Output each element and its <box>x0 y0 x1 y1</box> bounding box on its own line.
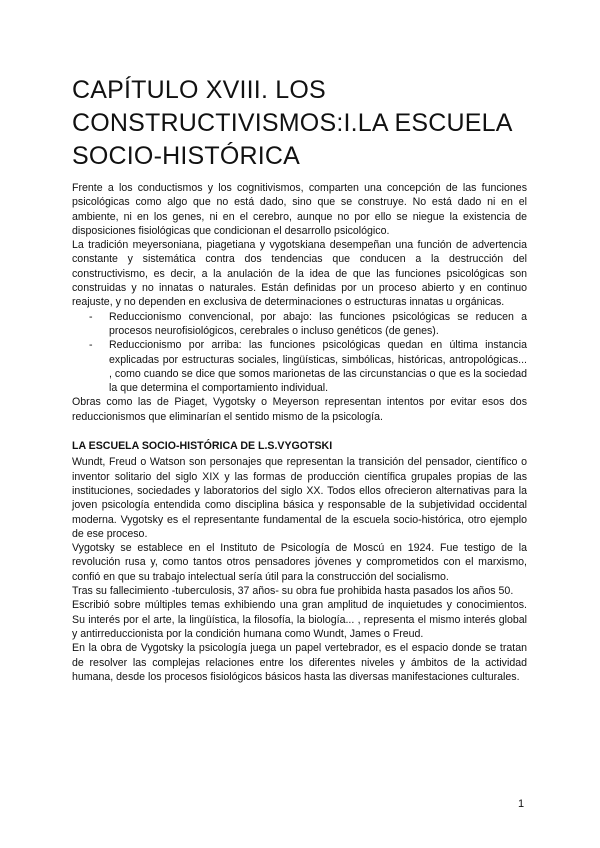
paragraph: Tras su fallecimiento -tuberculosis, 37 años- su obra fue prohibida hasta pasados los años 50. <box>72 585 514 598</box>
list-item: - Reduccionismo por arriba: las funciones psicológicas quedan en última instancia explicadas por estructuras sociales, lingüísticas, simbólicas, históricas, antropológicas... , como cuando se dice que somos marionetas de las circunstancias o que es la sociedad la que determina el comportamiento individual. <box>72 338 527 395</box>
paragraph: Escribió sobre múltiples temas exhibiendo una gran amplitud de inquietudes y conocimientos. Su interés por el arte, la lingüística, la filosofía, la biología... , representa el mismo interés global y antirreduccionista por la condición humana como Wundt, James o Freud. <box>72 599 527 640</box>
paragraph: En la obra de Vygotsky la psicología juega un papel vertebrador, es el espacio donde se tratan de resolver las complejas relaciones entre los diferentes niveles y ámbitos de la actividad humana, desde los procesos fisiológicos básicos hasta las diversas manifestaciones culturales. <box>72 642 527 683</box>
paragraph: Wundt, Freud o Watson son personajes que representan la transición del pensador, científico o inventor solitario del siglo XIX y las formas de producción científica grupales propias de las instituciones, sociedades y laboratorios del siglo XX. Todos ellos ofrecieron alternativas para la joven psicología entendida como disciplina básica y responsable de la subjetividad occidental moderna. Vygotsky es el representante fundamental de la escuela socio-histórica, otro ejemplo de ese proceso. <box>72 456 527 540</box>
section-heading: LA ESCUELA SOCIO-HISTÓRICA DE L.S.VYGOTSKI <box>72 440 333 453</box>
document-body <box>72 181 527 684</box>
paragraph: Frente a los conductismos y los cognitivismos, comparten una concepción de las funciones psicológicas como algo que no está dado, sino que se construye. No está dado ni en el ambiente, ni en los genes, ni en el cerebro, aunque no por ello se niegue la existencia de disposiciones fisiológicas que condicionan el desarrollo psicológico. <box>72 182 527 237</box>
paragraph: Vygotsky se establece en el Instituto de Psicología de Moscú en 1924. Fue testigo de la revolución rusa y, como tantos otros pensadores jóvenes y comprometidos con el marxismo, confió en que su trabajo intelectual sería útil para la construcción del socialismo. <box>72 542 527 583</box>
paragraph: La tradición meyersoniana, piagetiana y vygotskiana desempeñan una función de advertencia constante y sistemática contra dos tendencias que conducen a la destrucción del constructivismo, es decir, a la anulación de la idea de que las funciones psicológicas son construidas y no innatas o naturales. Están definidas por un proceso abierto y en continuo reajuste, y no dependen en exclusiva de determinaciones o estructuras innatas u orgánicas. <box>72 239 527 309</box>
paragraph: Obras como las de Piaget, Vygotsky o Meyerson representan intentos por evitar esos dos reduccionismos que eliminarían el sentido mismo de la psicología. <box>72 396 527 423</box>
chapter-title: CAPÍTULO XVIII. LOS CONSTRUCTIVISMOS:I.LA ESCUELA SOCIO-HISTÓRICA <box>72 76 512 170</box>
bullet-list <box>72 310 527 396</box>
list-item: - Reduccionismo convencional, por abajo: las funciones psicológicas se reducen a procesos neurofisiológicos, cerebrales o incluso genéticos (de genes). <box>72 310 527 339</box>
page-number: 1 <box>518 798 525 810</box>
